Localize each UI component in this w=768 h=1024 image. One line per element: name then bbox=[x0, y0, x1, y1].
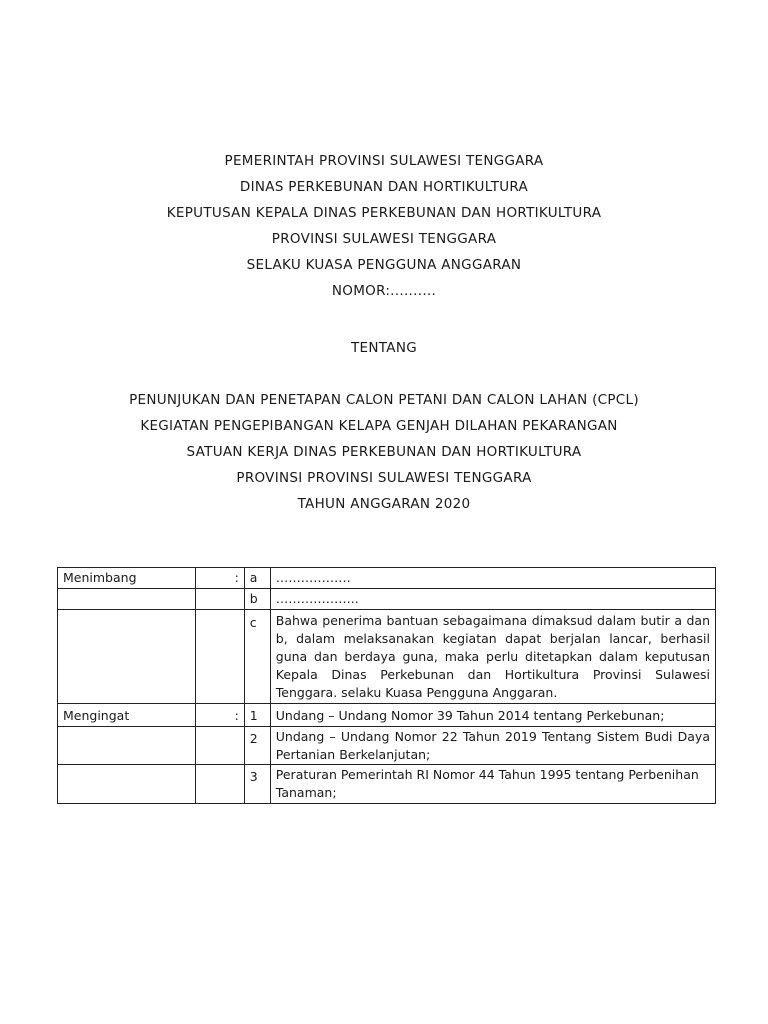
table-row bbox=[58, 568, 716, 589]
menimbang-label: Menimbang bbox=[58, 568, 196, 589]
mengingat-colon: : bbox=[195, 704, 244, 727]
item-key: 1 bbox=[244, 704, 270, 727]
table-row bbox=[58, 727, 716, 765]
item-text: ……………… bbox=[270, 568, 715, 589]
table-row bbox=[58, 610, 716, 704]
subject-block bbox=[0, 387, 768, 517]
item-key: b bbox=[244, 589, 270, 610]
header-agency: DINAS PERKEBUNAN DAN HORTIKULTURA bbox=[239, 179, 529, 195]
subject-line-5: TAHUN ANGGARAN 2020 bbox=[297, 496, 471, 512]
header-province: PROVINSI SULAWESI TENGGARA bbox=[271, 231, 497, 247]
item-text: Peraturan Pemerintah RI Nomor 44 Tahun 1995 tentang Perbenihan Tanaman; bbox=[270, 765, 715, 804]
table-row bbox=[58, 704, 716, 727]
tentang-heading: TENTANG bbox=[351, 340, 417, 356]
item-text: Undang – Undang Nomor 39 Tahun 2014 tentang Perkebunan; bbox=[270, 704, 715, 727]
subject-line-3: SATUAN KERJA DINAS PERKEBUNAN DAN HORTIKULTURA bbox=[186, 444, 582, 460]
subject-line-4: PROVINSI PROVINSI SULAWESI TENGGARA bbox=[236, 470, 532, 486]
mengingat-label: Mengingat bbox=[58, 704, 196, 727]
item-text: Bahwa penerima bantuan sebagaimana dimaksud dalam butir a dan b, dalam melaksanakan kegiatan dapat berjalan lancar, berhasil guna dan berdaya guna, maka perlu ditetapkan dalam keputusan Kepala Dinas Perkebunan dan Hortikultura Provinsi Sulawesi Tenggara. selaku Kuasa Pengguna Anggaran. bbox=[270, 610, 715, 704]
header-government: PEMERINTAH PROVINSI SULAWESI TENGGARA bbox=[224, 153, 544, 169]
table-row bbox=[58, 765, 716, 804]
table-row bbox=[58, 589, 716, 610]
item-key: c bbox=[244, 610, 270, 704]
menimbang-colon: : bbox=[195, 568, 244, 589]
subject-line-1: PENUNJUKAN DAN PENETAPAN CALON PETANI DAN CALON LAHAN (CPCL) bbox=[129, 392, 639, 408]
considerations-table bbox=[57, 567, 716, 804]
document-header bbox=[0, 148, 768, 304]
item-text: Undang – Undang Nomor 22 Tahun 2019 Tentang Sistem Budi Daya Pertanian Berkelanjutan; bbox=[270, 727, 715, 765]
item-key: a bbox=[244, 568, 270, 589]
item-key: 2 bbox=[244, 727, 270, 765]
item-text: ……………….. bbox=[270, 589, 715, 610]
header-role: SELAKU KUASA PENGGUNA ANGGARAN bbox=[246, 257, 522, 273]
header-decree-title: KEPUTUSAN KEPALA DINAS PERKEBUNAN DAN HORTIKULTURA bbox=[166, 205, 602, 221]
subject-line-2: KEGIATAN PENGEPIBANGAN KELAPA GENJAH DILAHAN PEKARANGAN bbox=[140, 418, 618, 434]
item-key: 3 bbox=[244, 765, 270, 804]
header-number: NOMOR:.......... bbox=[331, 283, 437, 299]
